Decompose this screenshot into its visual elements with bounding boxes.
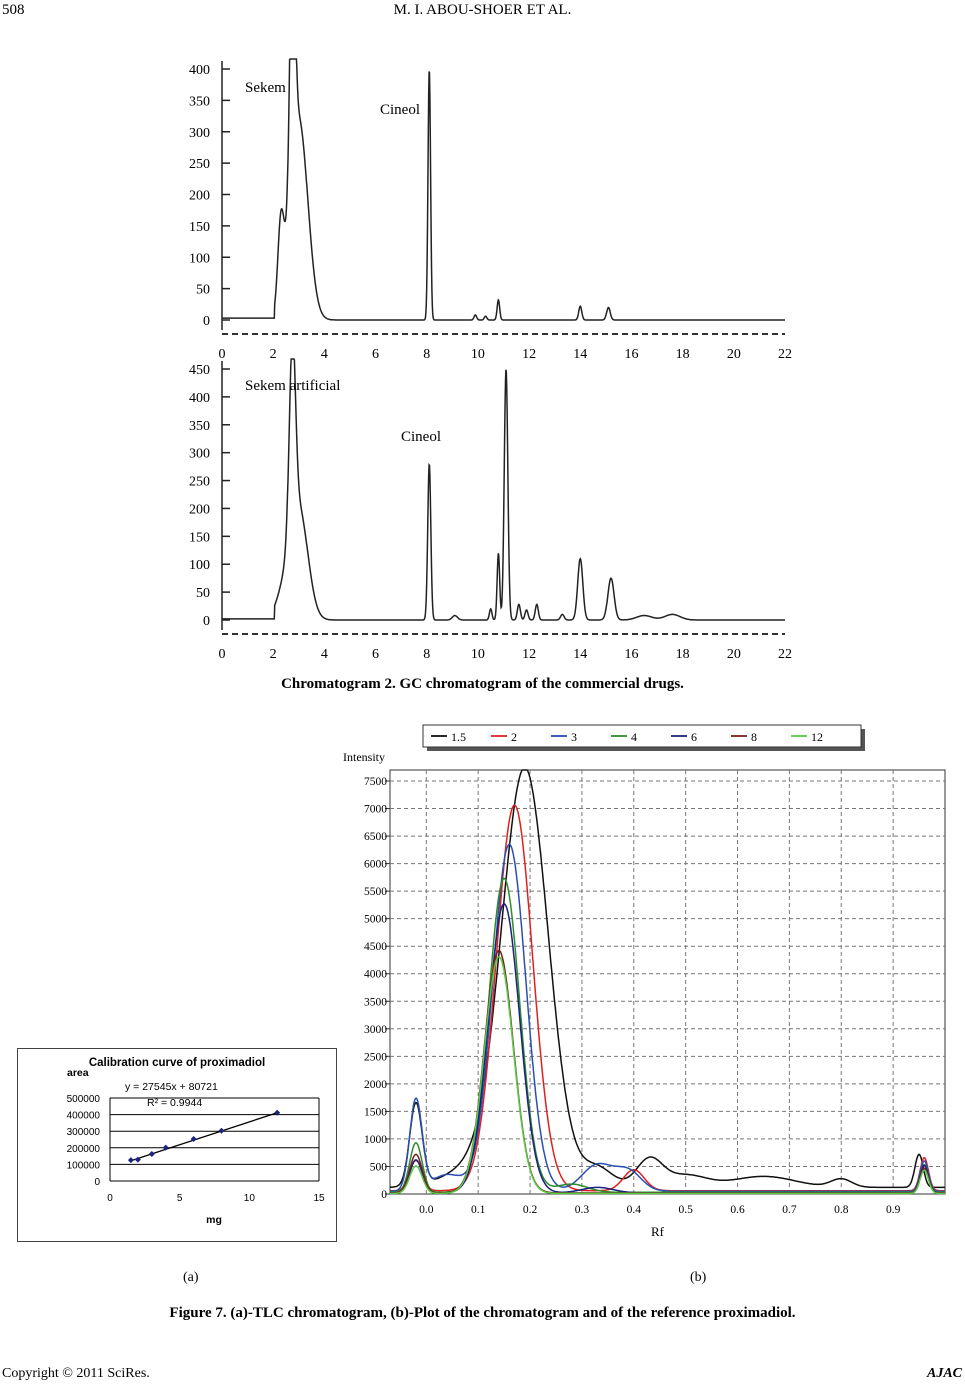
legend-label-12: 12 (811, 730, 823, 744)
legend-label-4: 4 (631, 730, 637, 744)
x-tick-label: 2 (269, 647, 277, 660)
panel-label-a: (a) (183, 1270, 199, 1285)
y-tick-label: 6500 (364, 831, 387, 844)
legend-label-3: 3 (571, 730, 577, 744)
y-tick-label: 150 (189, 219, 210, 235)
peak-label-cineol: Cineol (380, 102, 420, 118)
x-tick-label: 0.5 (678, 1204, 693, 1216)
y-tick-label: 350 (189, 418, 210, 434)
plot-frame (390, 770, 945, 1194)
y-tick-label: 7500 (364, 776, 387, 789)
x-tick-label: 4 (320, 347, 328, 360)
x-tick-label: 0 (107, 1193, 113, 1204)
x-tick-label: 12 (522, 647, 537, 660)
x-tick-label: 0.8 (834, 1204, 849, 1216)
x-tick-label: 10 (470, 347, 485, 360)
y-tick-label: 50 (196, 586, 210, 602)
x-tick-label: 0.2 (522, 1204, 538, 1216)
figure-caption: Figure 7. (a)-TLC chromatogram, (b)-Plot of the chromatogram and of the reference proximadiol. (169, 1305, 796, 1321)
y-tick-label: 2000 (364, 1078, 387, 1091)
x-tick-label: 0.0 (419, 1204, 434, 1216)
y-tick-label: 5000 (364, 913, 387, 926)
calibration-title: Calibration curve of proximadiol (88, 1057, 266, 1069)
x-tick-label: 16 (624, 347, 639, 360)
x-tick-label: 18 (675, 647, 690, 660)
x-tick-label: 22 (778, 647, 792, 660)
y-tick-label: 1000 (364, 1133, 387, 1146)
y-tick-label: 200 (189, 502, 210, 518)
x-tick-label: 4 (320, 647, 328, 660)
y-tick-label: 200000 (66, 1143, 100, 1155)
y-tick-label: 300 (189, 125, 210, 141)
legend-label-8: 8 (751, 730, 757, 744)
y-tick-label: 0 (203, 314, 210, 329)
x-tick-label: 15 (313, 1193, 325, 1204)
y-tick-label: 50 (196, 282, 210, 298)
y-tick-label: 5500 (364, 886, 387, 899)
y-tick-label: 400 (189, 390, 210, 406)
x-tick-label: 8 (423, 347, 431, 360)
x-tick-label: 2 (269, 347, 277, 360)
y-tick-label: 0 (381, 1189, 387, 1201)
legend-label-1.5: 1.5 (451, 730, 466, 744)
x-tick-label: 0.3 (574, 1204, 590, 1216)
x-tick-label: 0 (218, 647, 226, 660)
y-tick-label: 3000 (364, 1023, 387, 1036)
x-tick-label: 18 (675, 347, 690, 360)
calibration-chart (17, 1048, 337, 1242)
footer-copyright: Copyright © 2011 SciRes. (2, 1366, 150, 1381)
gc-chromatogram-sekem (165, 55, 805, 360)
x-tick-label: 6 (372, 347, 380, 360)
y-tick-label: 300 (189, 446, 210, 462)
y-tick-label: 3500 (364, 996, 387, 1009)
legend-label-2: 2 (511, 730, 517, 744)
y-tick-label: 100 (189, 558, 210, 574)
running-title: M. I. ABOU-SHOER ET AL. (393, 2, 572, 18)
x-tick-label: 0.1 (470, 1204, 486, 1216)
y-tick-label: 100000 (66, 1160, 100, 1172)
calibration-ylabel: area (67, 1067, 89, 1079)
page-number: 508 (2, 2, 25, 18)
y-tick-label: 2500 (364, 1051, 387, 1064)
y-tick-label: 350 (189, 94, 210, 110)
chromatogram-caption: Chromatogram 2. GC chromatogram of the commercial drugs. (281, 676, 684, 692)
y-tick-label: 4500 (364, 941, 387, 954)
gc-chromatogram-sekem-artificial (165, 355, 805, 660)
x-tick-label: 20 (726, 347, 741, 360)
y-tick-label: 400000 (66, 1110, 100, 1122)
x-tick-label: 6 (372, 647, 380, 660)
x-tick-label: 16 (624, 647, 639, 660)
x-tick-label: 22 (778, 347, 792, 360)
panel-label-b: (b) (690, 1270, 707, 1285)
y-tick-label: 300000 (66, 1127, 100, 1139)
tlc-xlabel: Rf (651, 1224, 664, 1239)
x-tick-label: 10 (243, 1193, 255, 1204)
x-tick-label: 0 (218, 347, 226, 360)
y-tick-label: 250 (189, 474, 210, 490)
calibration-r2: R² = 0.9944 (147, 1097, 203, 1109)
x-tick-label: 0.4 (626, 1204, 641, 1216)
legend-label-6: 6 (691, 730, 697, 744)
y-tick-label: 100 (189, 251, 210, 267)
y-tick-label: 150 (189, 530, 210, 546)
y-tick-label: 400 (189, 63, 210, 78)
y-tick-label: 1500 (364, 1106, 387, 1119)
y-tick-label: 4000 (364, 968, 387, 981)
x-tick-label: 0.9 (885, 1204, 901, 1216)
y-tick-label: 500 (369, 1161, 387, 1174)
calibration-xlabel: mg (206, 1214, 222, 1226)
peak-label-sekem: Sekem (245, 80, 286, 96)
x-tick-label: 14 (573, 647, 588, 660)
x-tick-label: 8 (423, 647, 431, 660)
y-tick-label: 6000 (364, 858, 387, 871)
y-tick-label: 250 (189, 157, 210, 173)
x-tick-label: 0.6 (730, 1204, 745, 1216)
x-tick-label: 12 (522, 347, 537, 360)
y-tick-label: 500000 (66, 1094, 100, 1105)
peak-label-cineol: Cineol (401, 429, 441, 445)
y-tick-label: 200 (189, 188, 210, 204)
x-tick-label: 20 (726, 647, 741, 660)
peak-label-sekem-artificial: Sekem artificial (245, 378, 341, 394)
chromatogram-trace (222, 359, 785, 620)
x-tick-label: 14 (573, 347, 588, 360)
tlc-intensity-plot (335, 722, 955, 1252)
chromatogram-trace (222, 59, 785, 320)
calibration-equation: y = 27545x + 80721 (125, 1081, 218, 1093)
tlc-ylabel: Intensity (343, 750, 385, 764)
y-tick-label: 0 (94, 1177, 100, 1188)
x-tick-label: 5 (176, 1193, 183, 1204)
y-tick-label: 450 (189, 363, 210, 378)
footer-journal: AJAC (926, 1366, 962, 1381)
y-tick-label: 0 (203, 614, 210, 629)
y-tick-label: 7000 (364, 803, 387, 816)
x-tick-label: 10 (470, 647, 485, 660)
x-tick-label: 0.7 (782, 1204, 797, 1216)
